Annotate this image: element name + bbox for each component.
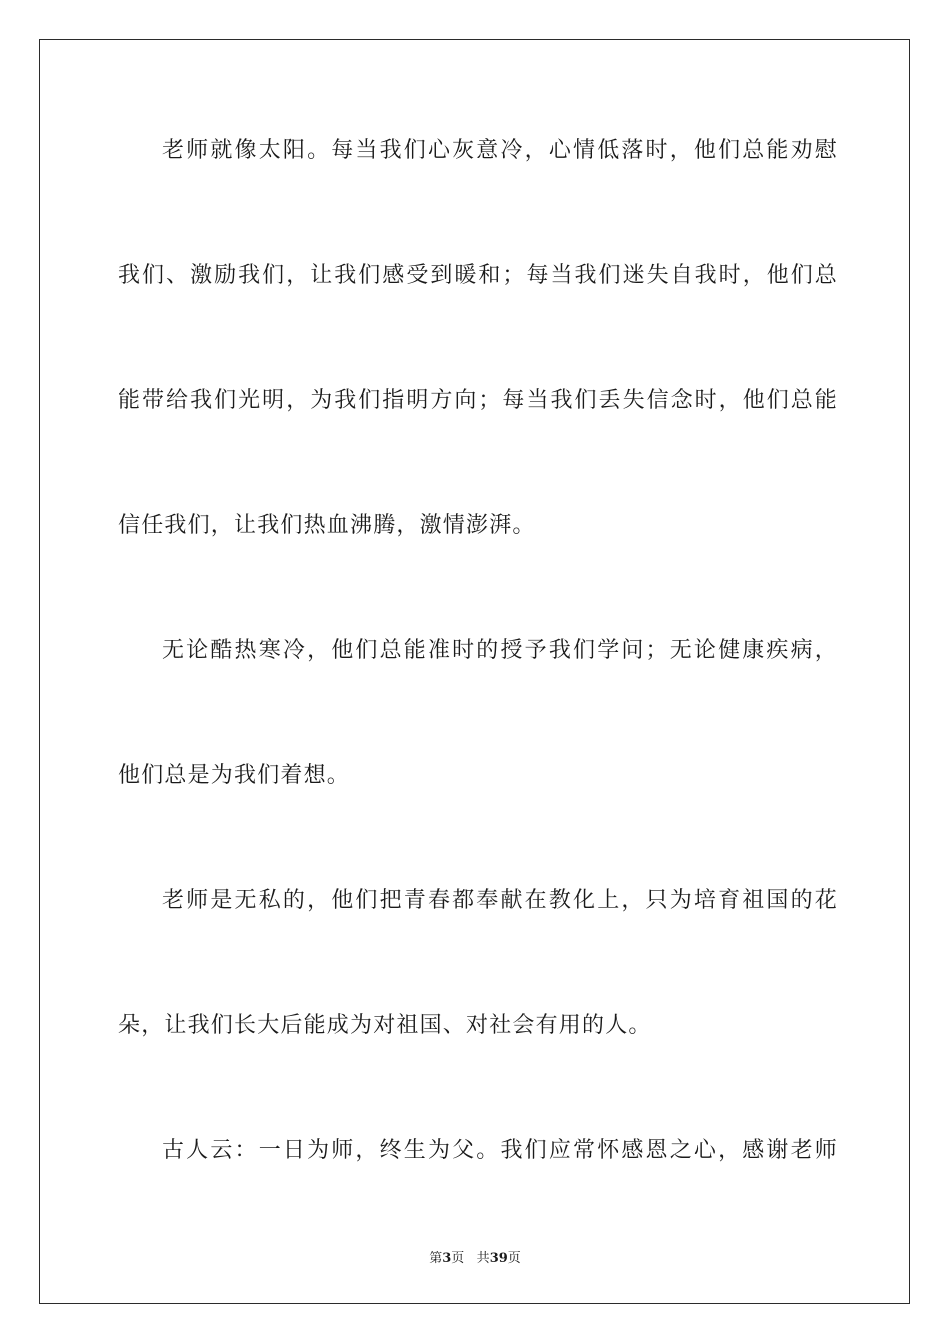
text-line: 无论酷热寒冷，他们总能准时的授予我们学问；无论健康疾病， (162, 638, 838, 663)
page-footer (0, 1247, 950, 1266)
text-line: 老师就像太阳。每当我们心灰意冷，心情低落时，他们总能劝慰 (162, 138, 838, 163)
footer-prefix: 第 (429, 1251, 443, 1266)
text-line: 老师是无私的，他们把青春都奉献在教化上，只为培育祖国的花 (162, 888, 838, 913)
footer-page-suffix: 页 (451, 1251, 465, 1266)
page-border (39, 39, 910, 1304)
footer-page-number: 3 (442, 1251, 452, 1266)
text-line: 信任我们，让我们热血沸腾，激情澎湃。 (118, 513, 536, 538)
text-line: 能带给我们光明，为我们指明方向；每当我们丢失信念时，他们总能 (118, 388, 838, 413)
text-line: 朵，让我们长大后能成为对祖国、对社会有用的人。 (118, 1013, 652, 1038)
footer-total-prefix: 共 (476, 1251, 490, 1266)
text-line: 我们、激励我们，让我们感受到暖和；每当我们迷失自我时，他们总 (118, 263, 838, 288)
text-line: 古人云：一日为师，终生为父。我们应常怀感恩之心，感谢老师 (162, 1138, 838, 1163)
footer-total-suffix: 页 (507, 1251, 521, 1266)
footer-total-pages: 39 (489, 1251, 508, 1266)
text-line: 他们总是为我们着想。 (118, 763, 351, 788)
